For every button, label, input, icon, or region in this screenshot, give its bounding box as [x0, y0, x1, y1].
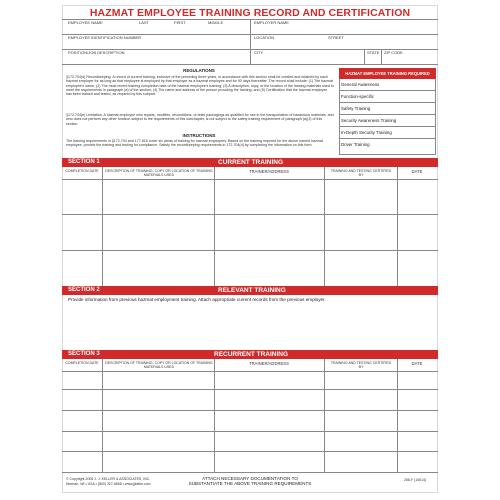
section2-notes-area[interactable]	[63, 304, 437, 349]
footer-copyright: © Copyright 2005 J. J. KELLER & ASSOCIATES, INC.	[66, 477, 151, 481]
city-field[interactable]	[251, 56, 363, 64]
col-completion-date: COMPLETION DATE	[65, 169, 99, 173]
street-label: STREET	[328, 35, 344, 40]
training-required-heading: HAZMAT EMPLOYEE TRAINING REQUIRED	[339, 68, 436, 79]
section2-label: SECTION 2	[68, 287, 100, 293]
col-certified-by: TRAINING AND TESTING CERTIFIED BY	[330, 169, 392, 177]
col-trainer-address: TRAINER/ADDRESS	[249, 361, 289, 366]
state-label: STATE	[367, 50, 380, 55]
section3-table-body[interactable]	[63, 372, 437, 472]
middle-name-label: MIDDLE	[208, 20, 224, 25]
employee-id-label: EMPLOYEE IDENTIFICATION NUMBER	[68, 35, 142, 40]
zip-field[interactable]	[382, 56, 437, 64]
training-required-item[interactable]: In-Depth Security Training	[339, 127, 436, 139]
state-field[interactable]	[365, 56, 380, 64]
col-date: DATE	[411, 361, 423, 366]
section2-title: RELEVANT TRAINING	[218, 287, 286, 294]
form-title: HAZMAT EMPLOYEE TRAINING RECORD AND CERTIFICATION	[89, 7, 411, 19]
footer-attach-note-2: SUBSTANTIATE THE ABOVE TRAINING REQUIREMENTS	[188, 481, 312, 486]
position-label: POSITION/JOB DESCRIPTION	[68, 50, 125, 55]
footer-address: Neenah, WI • USA • (800) 327-6868 • www.jjkeller.com	[66, 482, 151, 486]
section1-table-body[interactable]	[63, 180, 437, 285]
col-description: DESCRIPTION OF TRAINING, COPY OR LOCATION OF TRAINING MATERIALS USED	[105, 361, 213, 369]
training-required-item[interactable]: Function-specific	[339, 91, 436, 103]
regulations-text-1: §172.704(d) Recordkeeping. A record of current training, inclusive of the preceding three years, in accordance with this section shall be created and retained by each hazmat employer for as long as that employee is employed by that employer as a hazmat employee and for 90 days thereafter. The record shall include: (1) The hazmat employee's name; (2) The most recent training completion date of the hazmat employee's training; (3) A description, copy, or the location of the training materials used to meet the requirements in paragraph (a) of the section; (4) The name and address of the person providing the training; and (5) Certification that the hazmat employee has been trained and tested, as required by this subpart.	[66, 75, 334, 97]
footer-form-number: 268-F (10614)	[404, 478, 427, 482]
employee-name-label: EMPLOYEE NAME	[68, 20, 103, 25]
regulations-heading: REGULATIONS	[183, 68, 215, 73]
city-label: CITY	[254, 50, 264, 55]
last-name-label: LAST	[139, 20, 150, 25]
section3-title: RECURRENT TRAINING	[214, 351, 289, 358]
instructions-heading: INSTRUCTIONS	[182, 133, 216, 138]
location-street-field[interactable]	[251, 41, 437, 49]
divider	[62, 64, 438, 65]
col-date: DATE	[411, 169, 423, 174]
employer-name-field[interactable]	[251, 26, 437, 34]
section2-instruction: Provide information from previous hazmat employment training. Attach appropriate current records from the previous employer.	[68, 297, 326, 302]
zip-label: ZIP CODE	[384, 50, 403, 55]
employee-id-field[interactable]	[63, 41, 249, 49]
col-certified-by: TRAINING AND TESTING CERTIFIED BY	[330, 361, 392, 369]
training-required-item[interactable]: Security Awareness Training	[339, 115, 436, 127]
employee-name-field[interactable]	[63, 26, 249, 34]
first-name-label: FIRST	[174, 20, 186, 25]
divider	[62, 472, 438, 473]
employer-name-label: EMPLOYER NAME	[254, 20, 289, 25]
footer-attach-note-1: ATTACH NECESSARY DOCUMENTATION TO	[202, 476, 298, 481]
col-trainer-address: TRAINER/ADDRESS	[249, 169, 289, 174]
training-required-item[interactable]: General Awareness	[339, 79, 436, 91]
section3-label: SECTION 3	[68, 351, 100, 357]
position-field[interactable]	[63, 56, 249, 64]
training-required-item[interactable]: Driver Training	[341, 142, 370, 147]
col-completion-date: COMPLETION DATE	[65, 361, 99, 365]
section1-title: CURRENT TRAINING	[218, 159, 283, 166]
section1-label: SECTION 1	[68, 159, 100, 165]
regulations-text-2: §172.704(e) Limitation. A hazmat employee who repairs, modifies, reconditions, or tests packagings as qualified for use in the transportation of hazardous materials, and who does not perform any other function subject to the requirements of this subchapter, is not subject to the safety training requirement of paragraph (a)(3) of this section.	[66, 113, 334, 126]
training-required-item[interactable]: Safety Training	[339, 103, 436, 115]
location-label: LOCATION	[254, 35, 275, 40]
instructions-text: The training requirements in §172.704 and 177.816 cover six areas of training for hazmat employees. Based on the training required for the above named hazmat employee, provide the training and testing for compliance. Satisfy the recordkeeping requirements in 172.704(d) by completing the information on this form.	[66, 139, 323, 148]
col-description: DESCRIPTION OF TRAINING, COPY OR LOCATION OF TRAINING MATERIALS USED	[105, 169, 213, 177]
